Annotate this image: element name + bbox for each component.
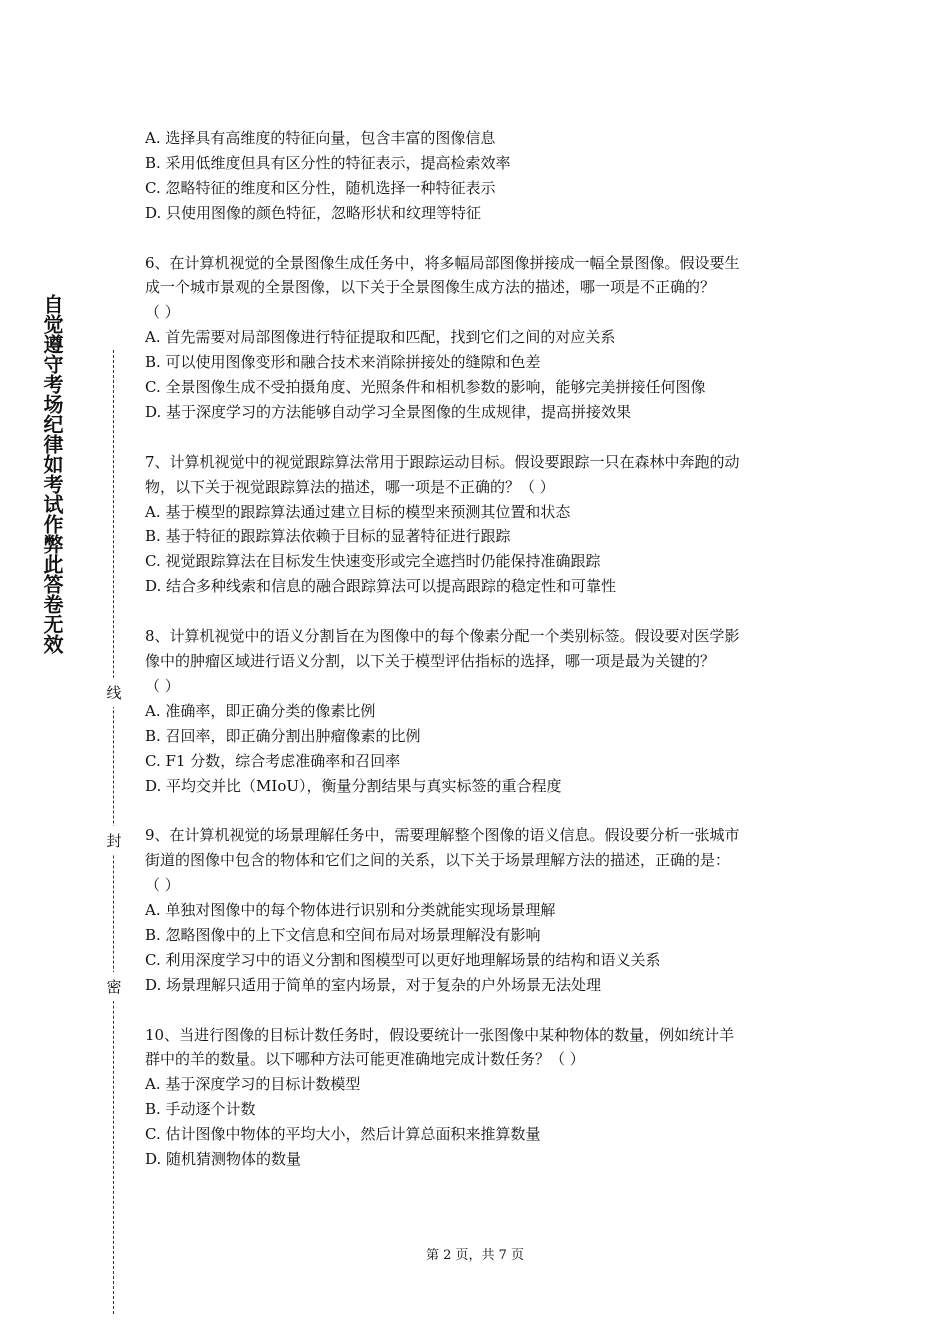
- answer-option: D. 平均交并比（MIoU），衡量分割结果与真实标签的重合程度: [145, 776, 562, 795]
- answer-option: A. 准确率，即正确分类的像素比例: [145, 701, 376, 720]
- question-stem: 像中的肿瘤区域进行语义分割，以下关于模型评估指标的选择，哪一项是最为关键的？: [145, 651, 716, 670]
- question-stem: 6、在计算机视觉的全景图像生成任务中，将多幅局部图像拼接成一幅全景图像。假设要生: [145, 253, 740, 272]
- answer-option: C. 全景图像生成不受拍摄角度、光照条件和相机参数的影响，能够完美拼接任何图像: [145, 378, 706, 397]
- answer-option: D. 结合多种线索和信息的融合跟踪算法可以提高跟踪的稳定性和可靠性: [145, 577, 617, 596]
- answer-option: D. 基于深度学习的方法能够自动学习全景图像的生成规律，提高拼接效果: [145, 402, 632, 421]
- question-stem: 物，以下关于视觉跟踪算法的描述，哪一项是不正确的？（ ）: [145, 477, 555, 496]
- answer-option: A. 首先需要对局部图像进行特征提取和匹配，找到它们之间的对应关系: [145, 328, 616, 347]
- question-stem: 群中的羊的数量。以下哪种方法可能更准确地完成计数任务？（ ）: [145, 1050, 585, 1069]
- answer-option: A. 单独对图像中的每个物体进行识别和分类就能实现场景理解: [145, 901, 556, 920]
- answer-option: B. 可以使用图像变形和融合技术来消除拼接处的缝隙和色差: [145, 353, 541, 372]
- question-stem: 9、在计算机视觉的场景理解任务中，需要理解整个图像的语义信息。假设要分析一张城市: [145, 826, 740, 845]
- answer-option: D. 只使用图像的颜色特征，忽略形状和纹理等特征: [145, 203, 482, 222]
- question-stem: 10、当进行图像的目标计数任务时，假设要统计一张图像中某种物体的数量，例如统计羊: [145, 1025, 735, 1044]
- question-stem: 成一个城市景观的全景图像，以下关于全景图像生成方法的描述，哪一项是不正确的？: [145, 278, 716, 297]
- question-stem: （ ）: [145, 303, 180, 322]
- question-stem: 8、计算机视觉中的语义分割旨在为图像中的每个像素分配一个类别标签。假设要对医学影: [145, 627, 740, 646]
- binding-label-line: 线: [104, 678, 124, 707]
- answer-option: D. 场景理解只适用于简单的室内场景，对于复杂的户外场景无法处理: [145, 975, 602, 994]
- question-stem: 7、计算机视觉中的视觉跟踪算法常用于跟踪运动目标。假设要跟踪一只在森林中奔跑的动: [145, 452, 740, 471]
- answer-option: B. 基于特征的跟踪算法依赖于目标的显著特征进行跟踪: [145, 527, 511, 546]
- answer-option: C. 估计图像中物体的平均大小，然后计算总面积来推算数量: [145, 1125, 541, 1144]
- question-7: [145, 450, 810, 599]
- answer-option: C. 忽略特征的维度和区分性，随机选择一种特征表示: [145, 178, 496, 197]
- question-stem: （ ）: [145, 676, 180, 695]
- binding-label-seal: 封: [104, 826, 124, 855]
- binding-label-secret: 密: [104, 972, 124, 1001]
- question-stem: 街道的图像中包含的物体和它们之间的关系，以下关于场景理解方法的描述，正确的是：: [145, 851, 731, 870]
- question-5-options: [145, 126, 810, 226]
- answer-option: C. F1 分数，综合考虑准确率和召回率: [145, 751, 401, 770]
- question-stem: （ ）: [145, 876, 180, 895]
- question-10: [145, 1023, 810, 1172]
- question-6: [145, 251, 810, 425]
- answer-option: B. 采用低维度但具有区分性的特征表示，提高检索效率: [145, 153, 511, 172]
- answer-option: A. 基于模型的跟踪算法通过建立目标的模型来预测其位置和状态: [145, 502, 571, 521]
- answer-option: A. 基于深度学习的目标计数模型: [145, 1075, 361, 1094]
- answer-option: C. 利用深度学习中的语义分割和图模型可以更好地理解场景的结构和语义关系: [145, 950, 661, 969]
- answer-option: B. 召回率，即正确分割出肿瘤像素的比例: [145, 726, 421, 745]
- question-9: [145, 823, 810, 997]
- exam-discipline-notice: 自觉遵守考场纪律如考试作弊此答卷无效: [40, 294, 64, 654]
- exam-content: [145, 126, 810, 1172]
- page-number: 第 2 页，共 7 页: [425, 1248, 525, 1263]
- answer-option: C. 视觉跟踪算法在目标发生快速变形或完全遮挡时仍能保持准确跟踪: [145, 552, 601, 571]
- question-8: [145, 624, 810, 798]
- answer-option: B. 手动逐个计数: [145, 1100, 256, 1119]
- answer-option: A. 选择具有高维度的特征向量，包含丰富的图像信息: [145, 129, 496, 147]
- answer-option: B. 忽略图像中的上下文信息和空间布局对场景理解没有影响: [145, 925, 541, 944]
- answer-option: D. 随机猜测物体的数量: [145, 1150, 302, 1169]
